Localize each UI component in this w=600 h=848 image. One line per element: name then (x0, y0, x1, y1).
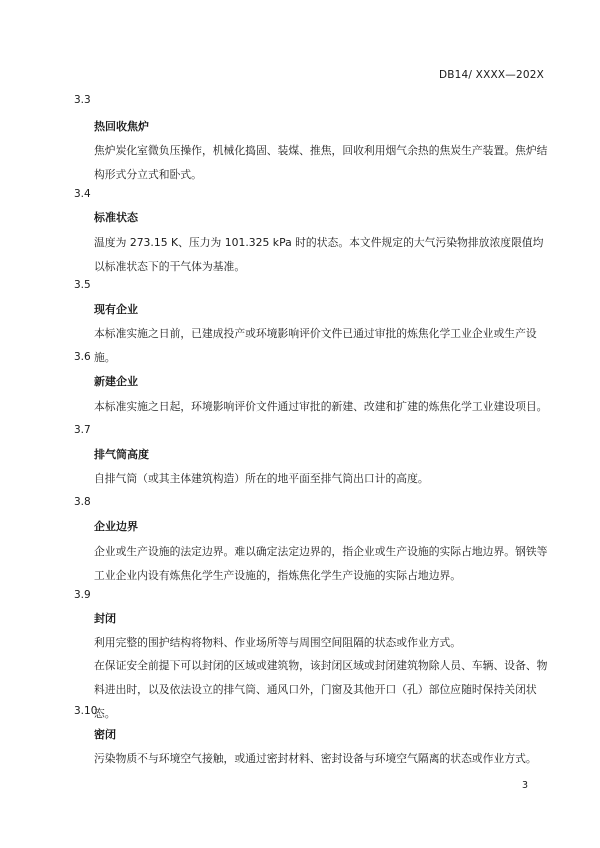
definition-paragraph: 本标准实施之日起，环境影响评价文件通过审批的新建、改建和扩建的炼焦化学工业建设项目。 (94, 400, 548, 413)
definition-paragraph: 自排气筒（或其主体建筑构造）所在的地平面至排气筒出口计的高度。 (94, 472, 429, 485)
section-number: 3.10 (74, 705, 98, 717)
section-number: 3.7 (74, 424, 91, 436)
section-number: 3.6 (74, 351, 91, 363)
definition-paragraph: 焦炉炭化室微负压操作，机械化捣固、装煤、推焦，回收利用烟气余热的焦炭生产装置。焦炉结构形式分立式和卧式。 (94, 144, 548, 181)
term-title: 新建企业 (94, 375, 138, 388)
term-title: 标准状态 (94, 211, 138, 224)
document-code: DB14/ XXXX—202X (438, 69, 544, 81)
section-number: 3.4 (74, 188, 91, 200)
term-title: 密闭 (94, 728, 116, 741)
term-title: 封闭 (94, 612, 116, 625)
section-number: 3.5 (74, 279, 91, 291)
section-number: 3.9 (74, 589, 91, 601)
section-number: 3.3 (74, 94, 91, 106)
definition-paragraph: 利用完整的围护结构将物料、作业场所等与周围空间阻隔的状态或作业方式。 (94, 636, 462, 649)
term-title: 企业边界 (94, 520, 138, 533)
term-title: 排气筒高度 (94, 448, 149, 461)
definition-paragraph: 温度为 273.15 K、压力为 101.325 kPa 时的状态。本文件规定的大气污染物排放浓度限值均以标准状态下的干气体为基准。 (94, 236, 544, 273)
definition-paragraph: 企业或生产设施的法定边界。难以确定法定边界的，指企业或生产设施的实际占地边界。钢铁等工业企业内设有炼焦化学生产设施的，指炼焦化学生产设施的实际占地边界。 (94, 545, 548, 582)
definition-paragraph: 在保证安全前提下可以封闭的区域或建筑物，该封闭区域或封闭建筑物除人员、车辆、设备、物料进出时，以及依法设立的排气筒、通风口外，门窗及其他开口（孔）部位应随时保持关闭状态。 (94, 659, 548, 720)
term-title: 现有企业 (94, 303, 138, 316)
term-title: 热回收焦炉 (94, 120, 149, 133)
definition-paragraph: 污染物质不与环境空气接触，或通过密封材料、密封设备与环境空气隔离的状态或作业方式。 (94, 752, 537, 765)
definition-paragraph: 本标准实施之日前，已建成投产或环境影响评价文件已通过审批的炼焦化学工业企业或生产设施。 (94, 327, 537, 364)
section-number: 3.8 (74, 496, 91, 508)
page-number: 3 (522, 780, 529, 791)
